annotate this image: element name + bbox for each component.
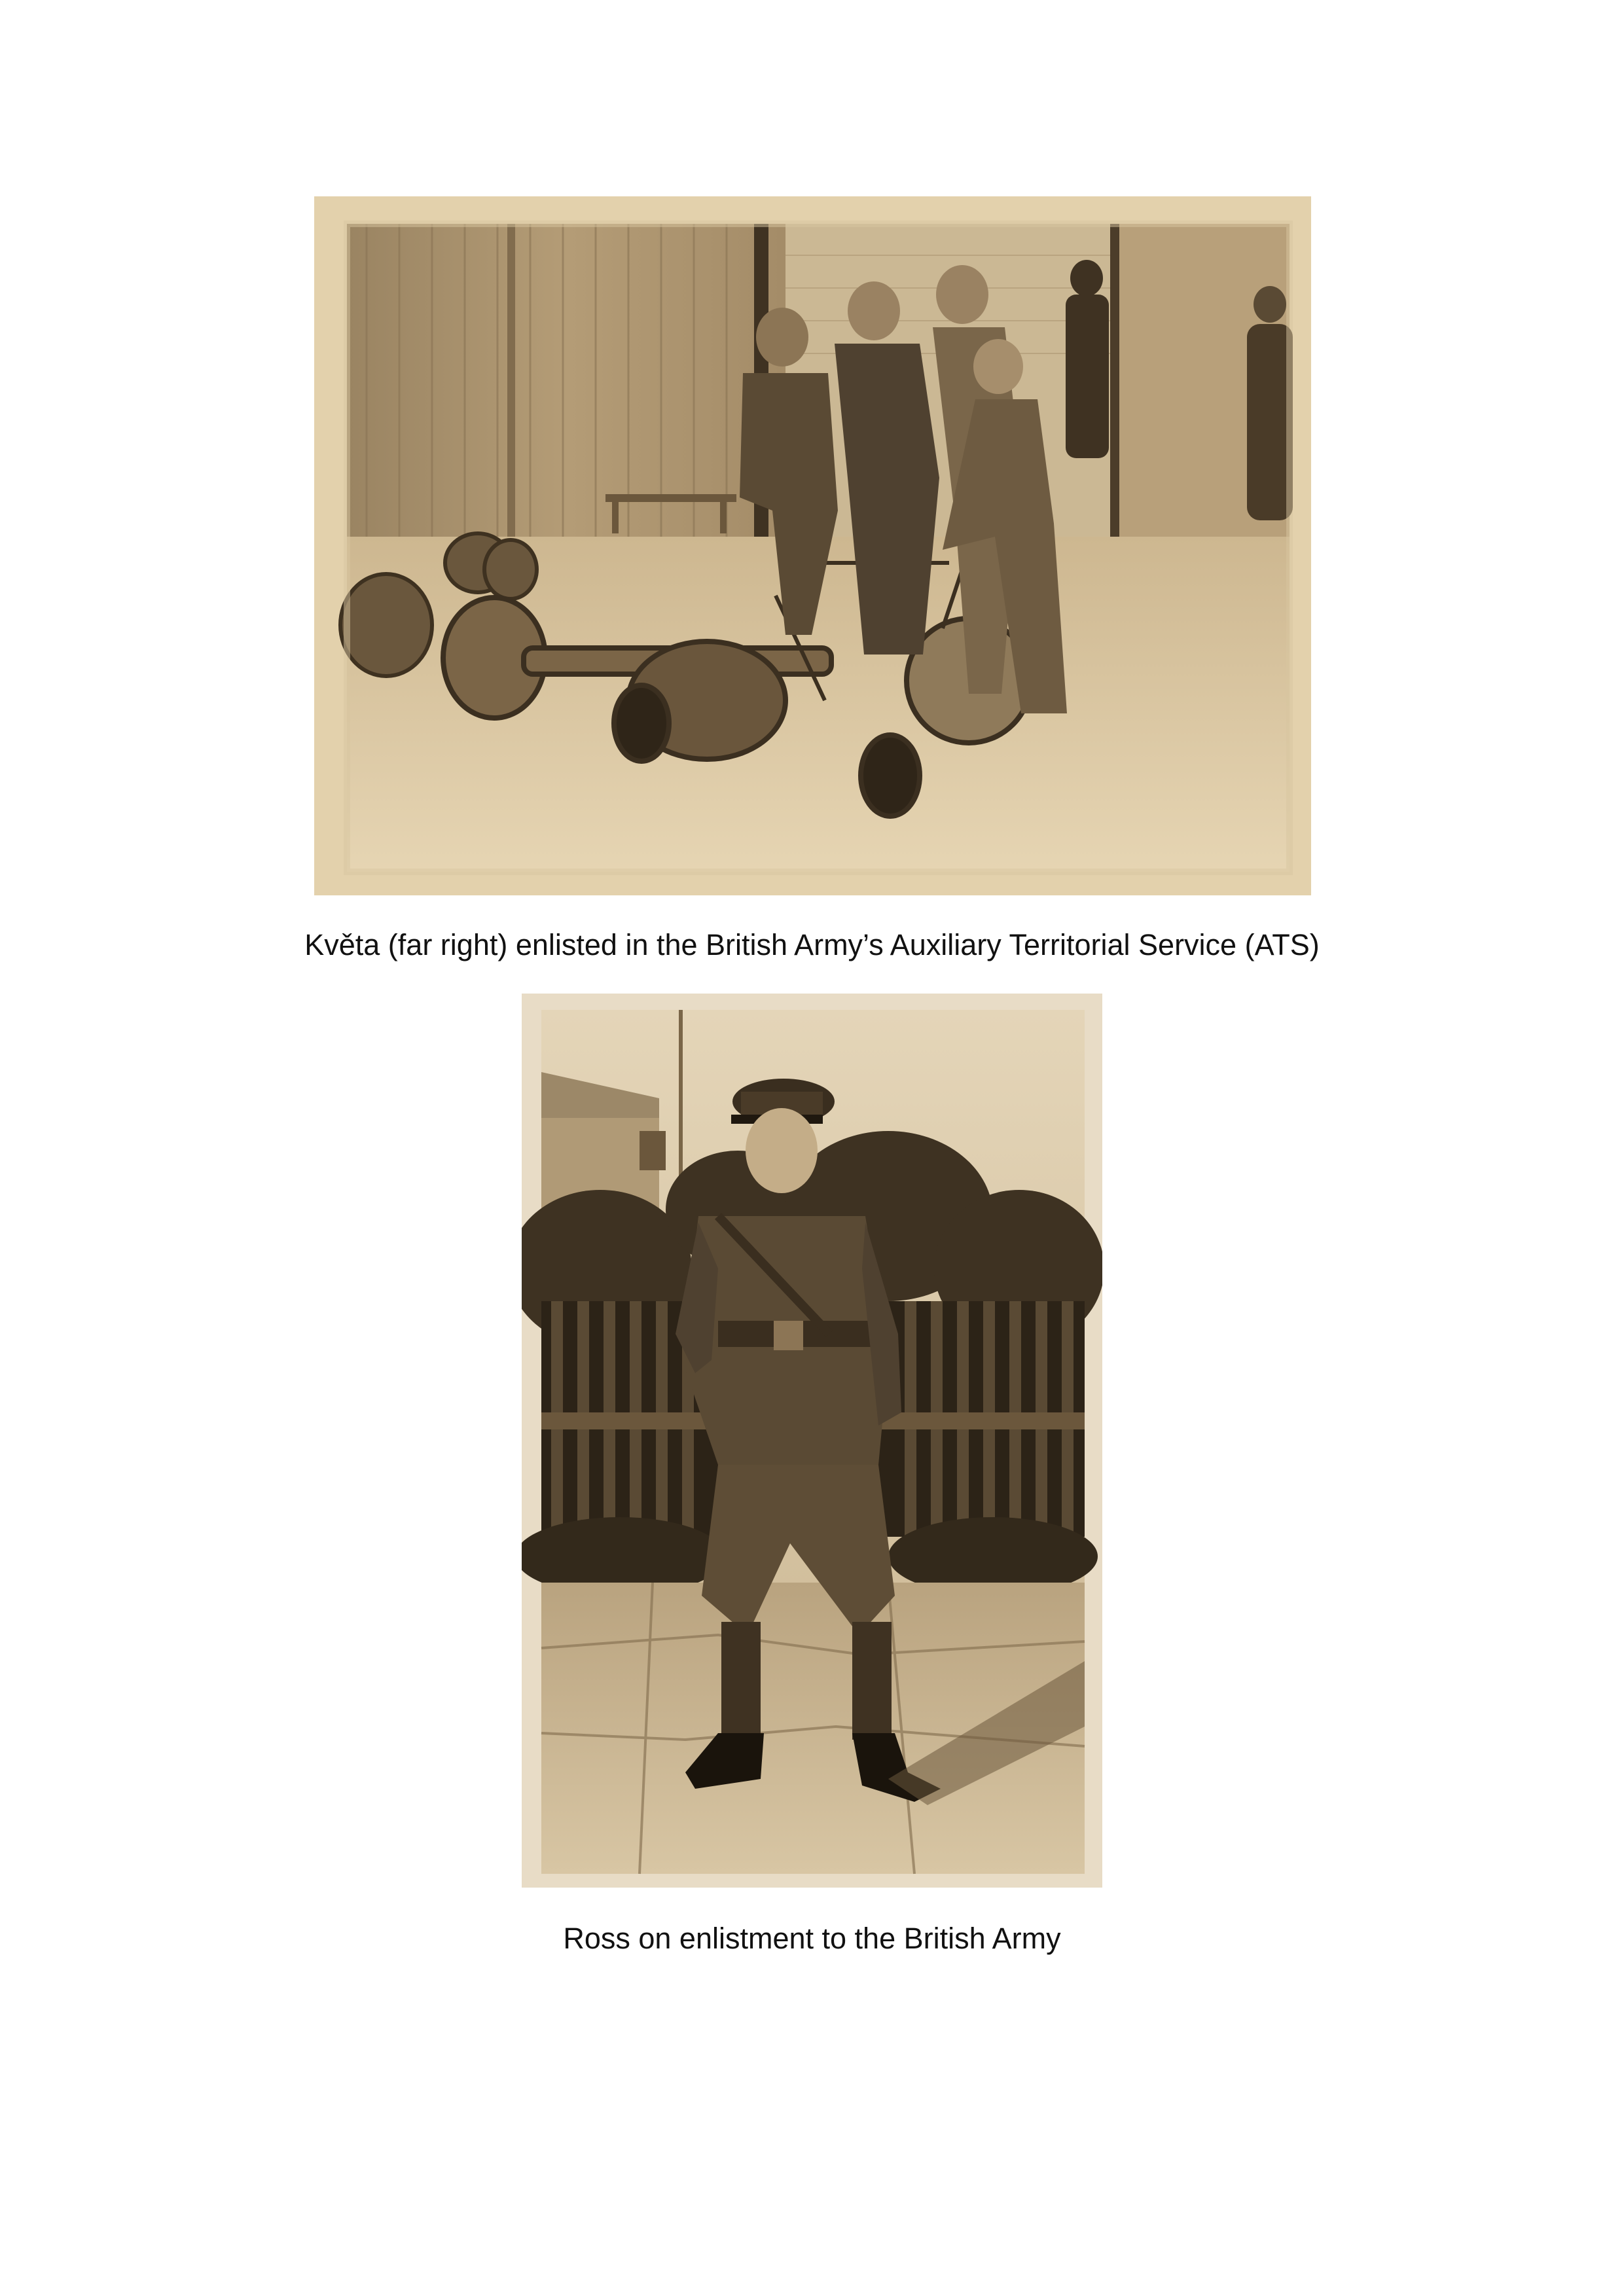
ross-photo-drawing (522, 994, 1102, 1888)
ross-soldier-photo (522, 994, 1102, 1888)
ats-photo-drawing (314, 196, 1311, 895)
ross-photo-caption: Ross on enlistment to the British Army (563, 1922, 1061, 1955)
ats-photo-caption: Květa (far right) enlisted in the British Army’s Auxiliary Territorial Service (ATS) (304, 928, 1320, 961)
ats-women-photo (314, 196, 1311, 895)
